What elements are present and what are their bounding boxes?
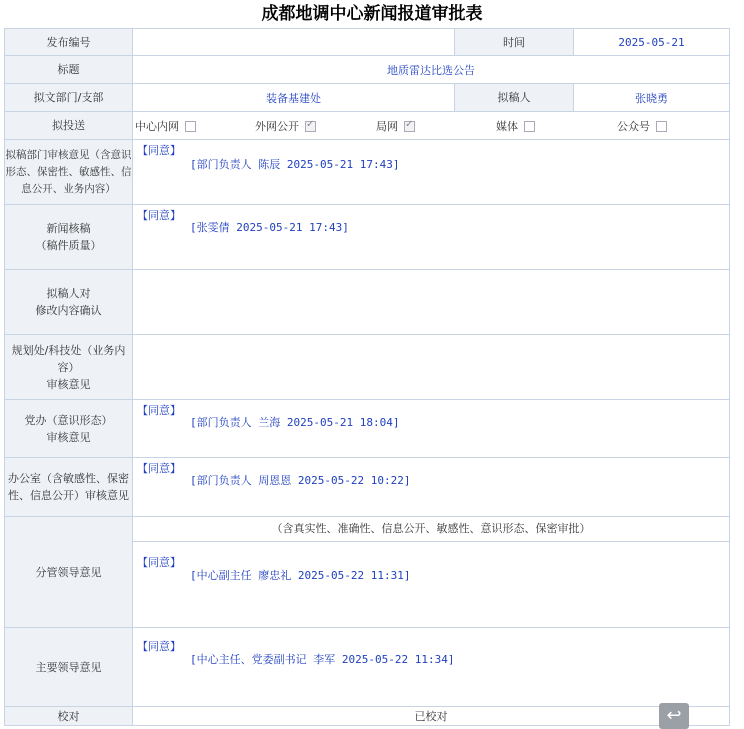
proof-label: 校对 xyxy=(5,707,133,726)
row-dept-review xyxy=(5,140,730,205)
checkbox-intranet[interactable] xyxy=(185,121,196,132)
leader-charge-label: 分管领导意见 xyxy=(5,517,133,628)
party-review-sign: [部门负责人 兰海 2025-05-21 18:04] xyxy=(190,416,400,429)
drafter-label: 拟稿人 xyxy=(455,84,574,112)
time-value[interactable]: 2025-05-21 xyxy=(574,29,730,56)
party-review-cell[interactable] xyxy=(133,400,730,458)
dept-review-cell[interactable] xyxy=(133,140,730,205)
row-channels xyxy=(5,112,730,140)
pub-no-value[interactable] xyxy=(133,29,455,56)
dept-review-agree: 【同意】 xyxy=(137,144,181,157)
dept-label: 拟文部门/支部 xyxy=(5,84,133,112)
channel-wechat[interactable]: 公众号 xyxy=(615,118,727,134)
row-party-review xyxy=(5,400,730,458)
office-review-agree: 【同意】 xyxy=(137,462,181,475)
checkbox-bureau[interactable] xyxy=(404,121,415,132)
news-review-label: 新闻核稿 （稿件质量） xyxy=(5,205,133,270)
channel-label: 拟投送 xyxy=(5,112,133,140)
row-dept xyxy=(5,84,730,112)
channel-media[interactable]: 媒体 xyxy=(494,118,615,134)
channel-internet[interactable]: 外网公开✓ xyxy=(253,118,374,134)
office-review-label: 办公室（含敏感性、保密性、信息公开）审核意见 xyxy=(5,458,133,517)
office-review-sign: [部门负责人 周恩恩 2025-05-22 10:22] xyxy=(190,474,411,487)
leader-main-cell[interactable] xyxy=(133,628,730,707)
pub-no-label: 发布编号 xyxy=(5,29,133,56)
checkbox-internet[interactable] xyxy=(305,121,316,132)
checkbox-wechat[interactable] xyxy=(656,121,667,132)
dept-review-label: 拟稿部门审核意见（含意识形态、保密性、敏感性、信息公开、业务内容） xyxy=(5,140,133,205)
leader-main-agree: 【同意】 xyxy=(137,640,181,653)
leader-charge-agree: 【同意】 xyxy=(137,556,181,569)
channel-bureau[interactable]: 局网✓ xyxy=(374,118,494,134)
party-review-label: 党办（意识形态） 审核意见 xyxy=(5,400,133,458)
leader-charge-sign: [中心副主任 廖忠礼 2025-05-22 11:31] xyxy=(190,569,411,582)
page-title: 成都地调中心新闻报道审批表 xyxy=(261,4,483,24)
return-icon[interactable]: ↩ xyxy=(659,703,689,729)
headline-label: 标题 xyxy=(5,56,133,84)
office-review-cell[interactable] xyxy=(133,458,730,517)
channel-options xyxy=(133,112,730,140)
row-proof xyxy=(5,707,730,726)
row-pub-no xyxy=(5,29,730,56)
leader-main-label: 主要领导意见 xyxy=(5,628,133,707)
leader-charge-note: （含真实性、准确性、信息公开、敏感性、意识形态、保密审批） xyxy=(133,517,729,542)
row-news-review xyxy=(5,205,730,270)
dept-review-sign: [部门负责人 陈辰 2025-05-21 17:43] xyxy=(190,158,400,171)
row-planning-review xyxy=(5,335,730,400)
row-leader-main xyxy=(5,628,730,707)
channel-intranet[interactable]: 中心内网 xyxy=(133,118,253,134)
news-review-cell[interactable] xyxy=(133,205,730,270)
drafter-value[interactable]: 张晓勇 xyxy=(574,84,730,112)
row-office-review xyxy=(5,458,730,517)
row-headline xyxy=(5,56,730,84)
planning-review-cell[interactable] xyxy=(133,335,730,400)
leader-main-sign: [中心主任、党委副书记 李军 2025-05-22 11:34] xyxy=(190,653,455,666)
news-review-agree: 【同意】 xyxy=(137,209,181,222)
row-drafter-confirm xyxy=(5,270,730,335)
headline-value[interactable]: 地质雷达比选公告 xyxy=(133,56,730,84)
approval-form xyxy=(4,28,730,726)
row-leader-charge xyxy=(5,517,730,628)
news-review-sign: [张雯倩 2025-05-21 17:43] xyxy=(190,221,349,234)
dept-value[interactable]: 装备基建处 xyxy=(133,84,455,112)
drafter-confirm-label: 拟稿人对 修改内容确认 xyxy=(5,270,133,335)
checkbox-media[interactable] xyxy=(524,121,535,132)
party-review-agree: 【同意】 xyxy=(137,404,181,417)
leader-charge-cell[interactable] xyxy=(133,517,730,628)
drafter-confirm-cell[interactable] xyxy=(133,270,730,335)
proof-value[interactable]: 已校对 xyxy=(133,707,730,726)
time-label: 时间 xyxy=(455,29,574,56)
planning-review-label: 规划处/科技处（业务内容） 审核意见 xyxy=(5,335,133,400)
